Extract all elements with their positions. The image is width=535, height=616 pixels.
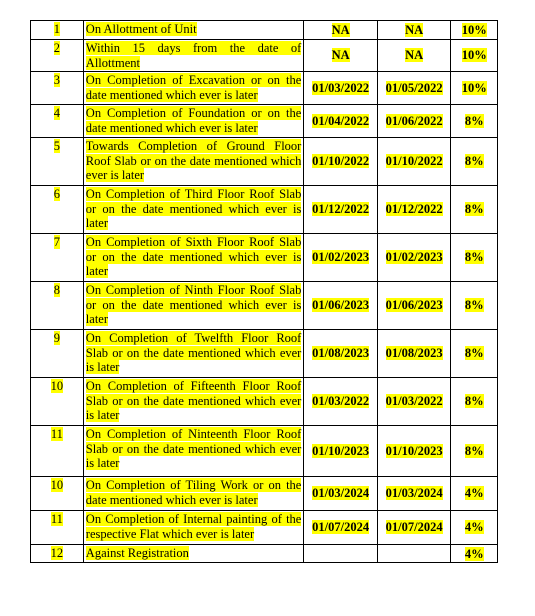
scheduled-date-cell <box>304 330 378 378</box>
stage-description: Within 15 days from the date of Allottment <box>85 41 302 70</box>
revised-date: 01/03/2024 <box>385 486 443 501</box>
payment-percent: 4% <box>464 486 484 501</box>
stage-number: 5 <box>53 139 61 154</box>
table-row <box>31 138 498 186</box>
stage-number: 3 <box>53 73 61 88</box>
revised-date-cell <box>377 40 451 72</box>
revised-date-cell <box>377 186 451 234</box>
stage-description-cell <box>83 426 304 477</box>
payment-percent-cell <box>451 21 498 40</box>
revised-date-cell <box>377 234 451 282</box>
payment-percent: 8% <box>464 202 484 217</box>
scheduled-date: 01/03/2024 <box>312 486 370 501</box>
stage-number: 2 <box>53 41 61 55</box>
revised-date-cell <box>377 378 451 426</box>
scheduled-date-cell <box>304 545 378 563</box>
scheduled-date: 01/07/2024 <box>312 520 370 535</box>
scheduled-date-cell <box>304 282 378 330</box>
payment-percent: 4% <box>464 520 484 535</box>
payment-percent: 10% <box>461 48 487 63</box>
scheduled-date: NA <box>331 22 350 37</box>
payment-percent: 10% <box>461 22 487 37</box>
stage-number-cell <box>31 186 84 234</box>
stage-number: 12 <box>50 546 64 561</box>
scheduled-date: 01/04/2022 <box>312 113 370 128</box>
scheduled-date: 01/03/2022 <box>312 80 370 95</box>
stage-number: 1 <box>53 22 61 36</box>
scheduled-date: 01/06/2023 <box>312 298 370 313</box>
stage-description-cell <box>83 282 304 330</box>
stage-description: On Allottment of Unit <box>85 22 197 36</box>
stage-description-cell <box>83 186 304 234</box>
stage-number: 10 <box>50 478 64 493</box>
revised-date: 01/10/2023 <box>385 443 443 458</box>
table-row <box>31 72 498 105</box>
table-row <box>31 40 498 72</box>
payment-percent: 8% <box>464 298 484 313</box>
revised-date-cell <box>377 105 451 138</box>
payment-percent-cell <box>451 426 498 477</box>
revised-date-cell <box>377 477 451 511</box>
table-row <box>31 477 498 511</box>
revised-date-cell <box>377 426 451 477</box>
revised-date-cell <box>377 545 451 563</box>
revised-date: 01/02/2023 <box>385 250 443 265</box>
table-row <box>31 186 498 234</box>
stage-number-cell <box>31 426 84 477</box>
scheduled-date-cell <box>304 426 378 477</box>
stage-number: 9 <box>53 331 61 346</box>
stage-number-cell <box>31 282 84 330</box>
scheduled-date: 01/03/2022 <box>312 394 370 409</box>
stage-number-cell <box>31 330 84 378</box>
revised-date: NA <box>405 22 424 37</box>
revised-date: NA <box>405 48 424 63</box>
revised-date: 01/07/2024 <box>385 520 443 535</box>
table-row <box>31 21 498 40</box>
stage-description: On Completion of Twelfth Floor Roof Slab or on the date mentioned which ever is later <box>85 331 302 375</box>
stage-description: On Completion of Foundation or on the date mentioned which ever is later <box>85 106 302 135</box>
scheduled-date-cell <box>304 511 378 545</box>
revised-date: 01/06/2022 <box>385 113 443 128</box>
stage-number-cell <box>31 378 84 426</box>
stage-number: 11 <box>50 427 63 442</box>
revised-date: 01/03/2022 <box>385 394 443 409</box>
stage-description: On Completion of Sixth Floor Roof Slab or on the date mentioned which ever is later <box>85 235 302 279</box>
stage-number: 4 <box>53 106 61 121</box>
scheduled-date-cell <box>304 21 378 40</box>
stage-description-cell <box>83 105 304 138</box>
payment-percent-cell <box>451 282 498 330</box>
stage-number-cell <box>31 511 84 545</box>
scheduled-date: 01/10/2022 <box>312 154 370 169</box>
stage-description-cell <box>83 511 304 545</box>
stage-description-cell <box>83 21 304 40</box>
scheduled-date-cell <box>304 105 378 138</box>
stage-description-cell <box>83 40 304 72</box>
stage-number-cell <box>31 477 84 511</box>
table-row <box>31 330 498 378</box>
revised-date: 01/12/2022 <box>385 202 443 217</box>
revised-date-cell <box>377 282 451 330</box>
stage-number: 6 <box>53 187 61 202</box>
revised-date-cell <box>377 21 451 40</box>
table-row <box>31 426 498 477</box>
payment-percent-cell <box>451 545 498 563</box>
scheduled-date-cell <box>304 72 378 105</box>
scheduled-date-cell <box>304 378 378 426</box>
payment-schedule-body <box>31 21 498 563</box>
payment-schedule-table <box>30 20 498 563</box>
payment-percent-cell <box>451 477 498 511</box>
stage-number: 11 <box>50 512 63 527</box>
stage-number-cell <box>31 545 84 563</box>
scheduled-date-cell <box>304 477 378 511</box>
scheduled-date-cell <box>304 234 378 282</box>
stage-description-cell <box>83 138 304 186</box>
stage-number: 7 <box>53 235 61 250</box>
table-row <box>31 545 498 563</box>
stage-description: On Completion of Fifteenth Floor Roof Slab or on the date mentioned which ever is later <box>85 379 302 423</box>
payment-percent-cell <box>451 511 498 545</box>
stage-number: 8 <box>53 283 61 298</box>
payment-percent: 8% <box>464 154 484 169</box>
payment-percent-cell <box>451 72 498 105</box>
stage-description-cell <box>83 72 304 105</box>
payment-percent: 8% <box>464 113 484 128</box>
payment-percent-cell <box>451 105 498 138</box>
revised-date: 01/05/2022 <box>385 80 443 95</box>
stage-number-cell <box>31 72 84 105</box>
table-row <box>31 511 498 545</box>
stage-description: Against Registration <box>85 546 189 561</box>
revised-date-cell <box>377 138 451 186</box>
table-row <box>31 105 498 138</box>
payment-percent-cell <box>451 378 498 426</box>
stage-number-cell <box>31 40 84 72</box>
scheduled-date: 01/08/2023 <box>312 346 370 361</box>
scheduled-date: 01/12/2022 <box>312 202 370 217</box>
stage-description: On Completion of Tiling Work or on the date mentioned which ever is later <box>85 478 302 507</box>
payment-percent: 10% <box>461 80 487 95</box>
stage-description-cell <box>83 378 304 426</box>
payment-percent: 4% <box>464 547 484 562</box>
payment-percent: 8% <box>464 443 484 458</box>
payment-percent-cell <box>451 330 498 378</box>
table-row <box>31 234 498 282</box>
stage-description-cell <box>83 330 304 378</box>
revised-date-cell <box>377 511 451 545</box>
stage-description: On Completion of Internal painting of the respective Flat which ever is later <box>85 512 302 541</box>
stage-number-cell <box>31 138 84 186</box>
scheduled-date-cell <box>304 186 378 234</box>
table-row <box>31 282 498 330</box>
revised-date: 01/08/2023 <box>385 346 443 361</box>
revised-date-cell <box>377 330 451 378</box>
stage-description: On Completion of Ninth Floor Roof Slab or on the date mentioned which ever is later <box>85 283 302 327</box>
stage-description: Towards Completion of Ground Floor Roof Slab or on the date mentioned which ever is later <box>85 139 302 183</box>
scheduled-date: 01/02/2023 <box>312 250 370 265</box>
revised-date: 01/10/2022 <box>385 154 443 169</box>
payment-percent-cell <box>451 186 498 234</box>
stage-description: On Completion of Excavation or on the date mentioned which ever is later <box>85 73 302 102</box>
stage-description: On Completion of Third Floor Roof Slab or on the date mentioned which ever is later <box>85 187 302 231</box>
payment-percent-cell <box>451 138 498 186</box>
payment-percent: 8% <box>464 346 484 361</box>
table-row <box>31 378 498 426</box>
scheduled-date: 01/10/2023 <box>312 443 370 458</box>
stage-number-cell <box>31 234 84 282</box>
stage-description-cell <box>83 545 304 563</box>
payment-percent-cell <box>451 234 498 282</box>
stage-number-cell <box>31 105 84 138</box>
payment-percent-cell <box>451 40 498 72</box>
stage-description-cell <box>83 477 304 511</box>
revised-date-cell <box>377 72 451 105</box>
payment-percent: 8% <box>464 394 484 409</box>
stage-description: On Completion of Ninteenth Floor Roof Slab or on the date mentioned which ever is later <box>85 427 302 471</box>
revised-date: 01/06/2023 <box>385 298 443 313</box>
scheduled-date-cell <box>304 138 378 186</box>
stage-number-cell <box>31 21 84 40</box>
scheduled-date-cell <box>304 40 378 72</box>
scheduled-date: NA <box>331 48 350 63</box>
stage-number: 10 <box>50 379 64 394</box>
stage-description-cell <box>83 234 304 282</box>
payment-percent: 8% <box>464 250 484 265</box>
